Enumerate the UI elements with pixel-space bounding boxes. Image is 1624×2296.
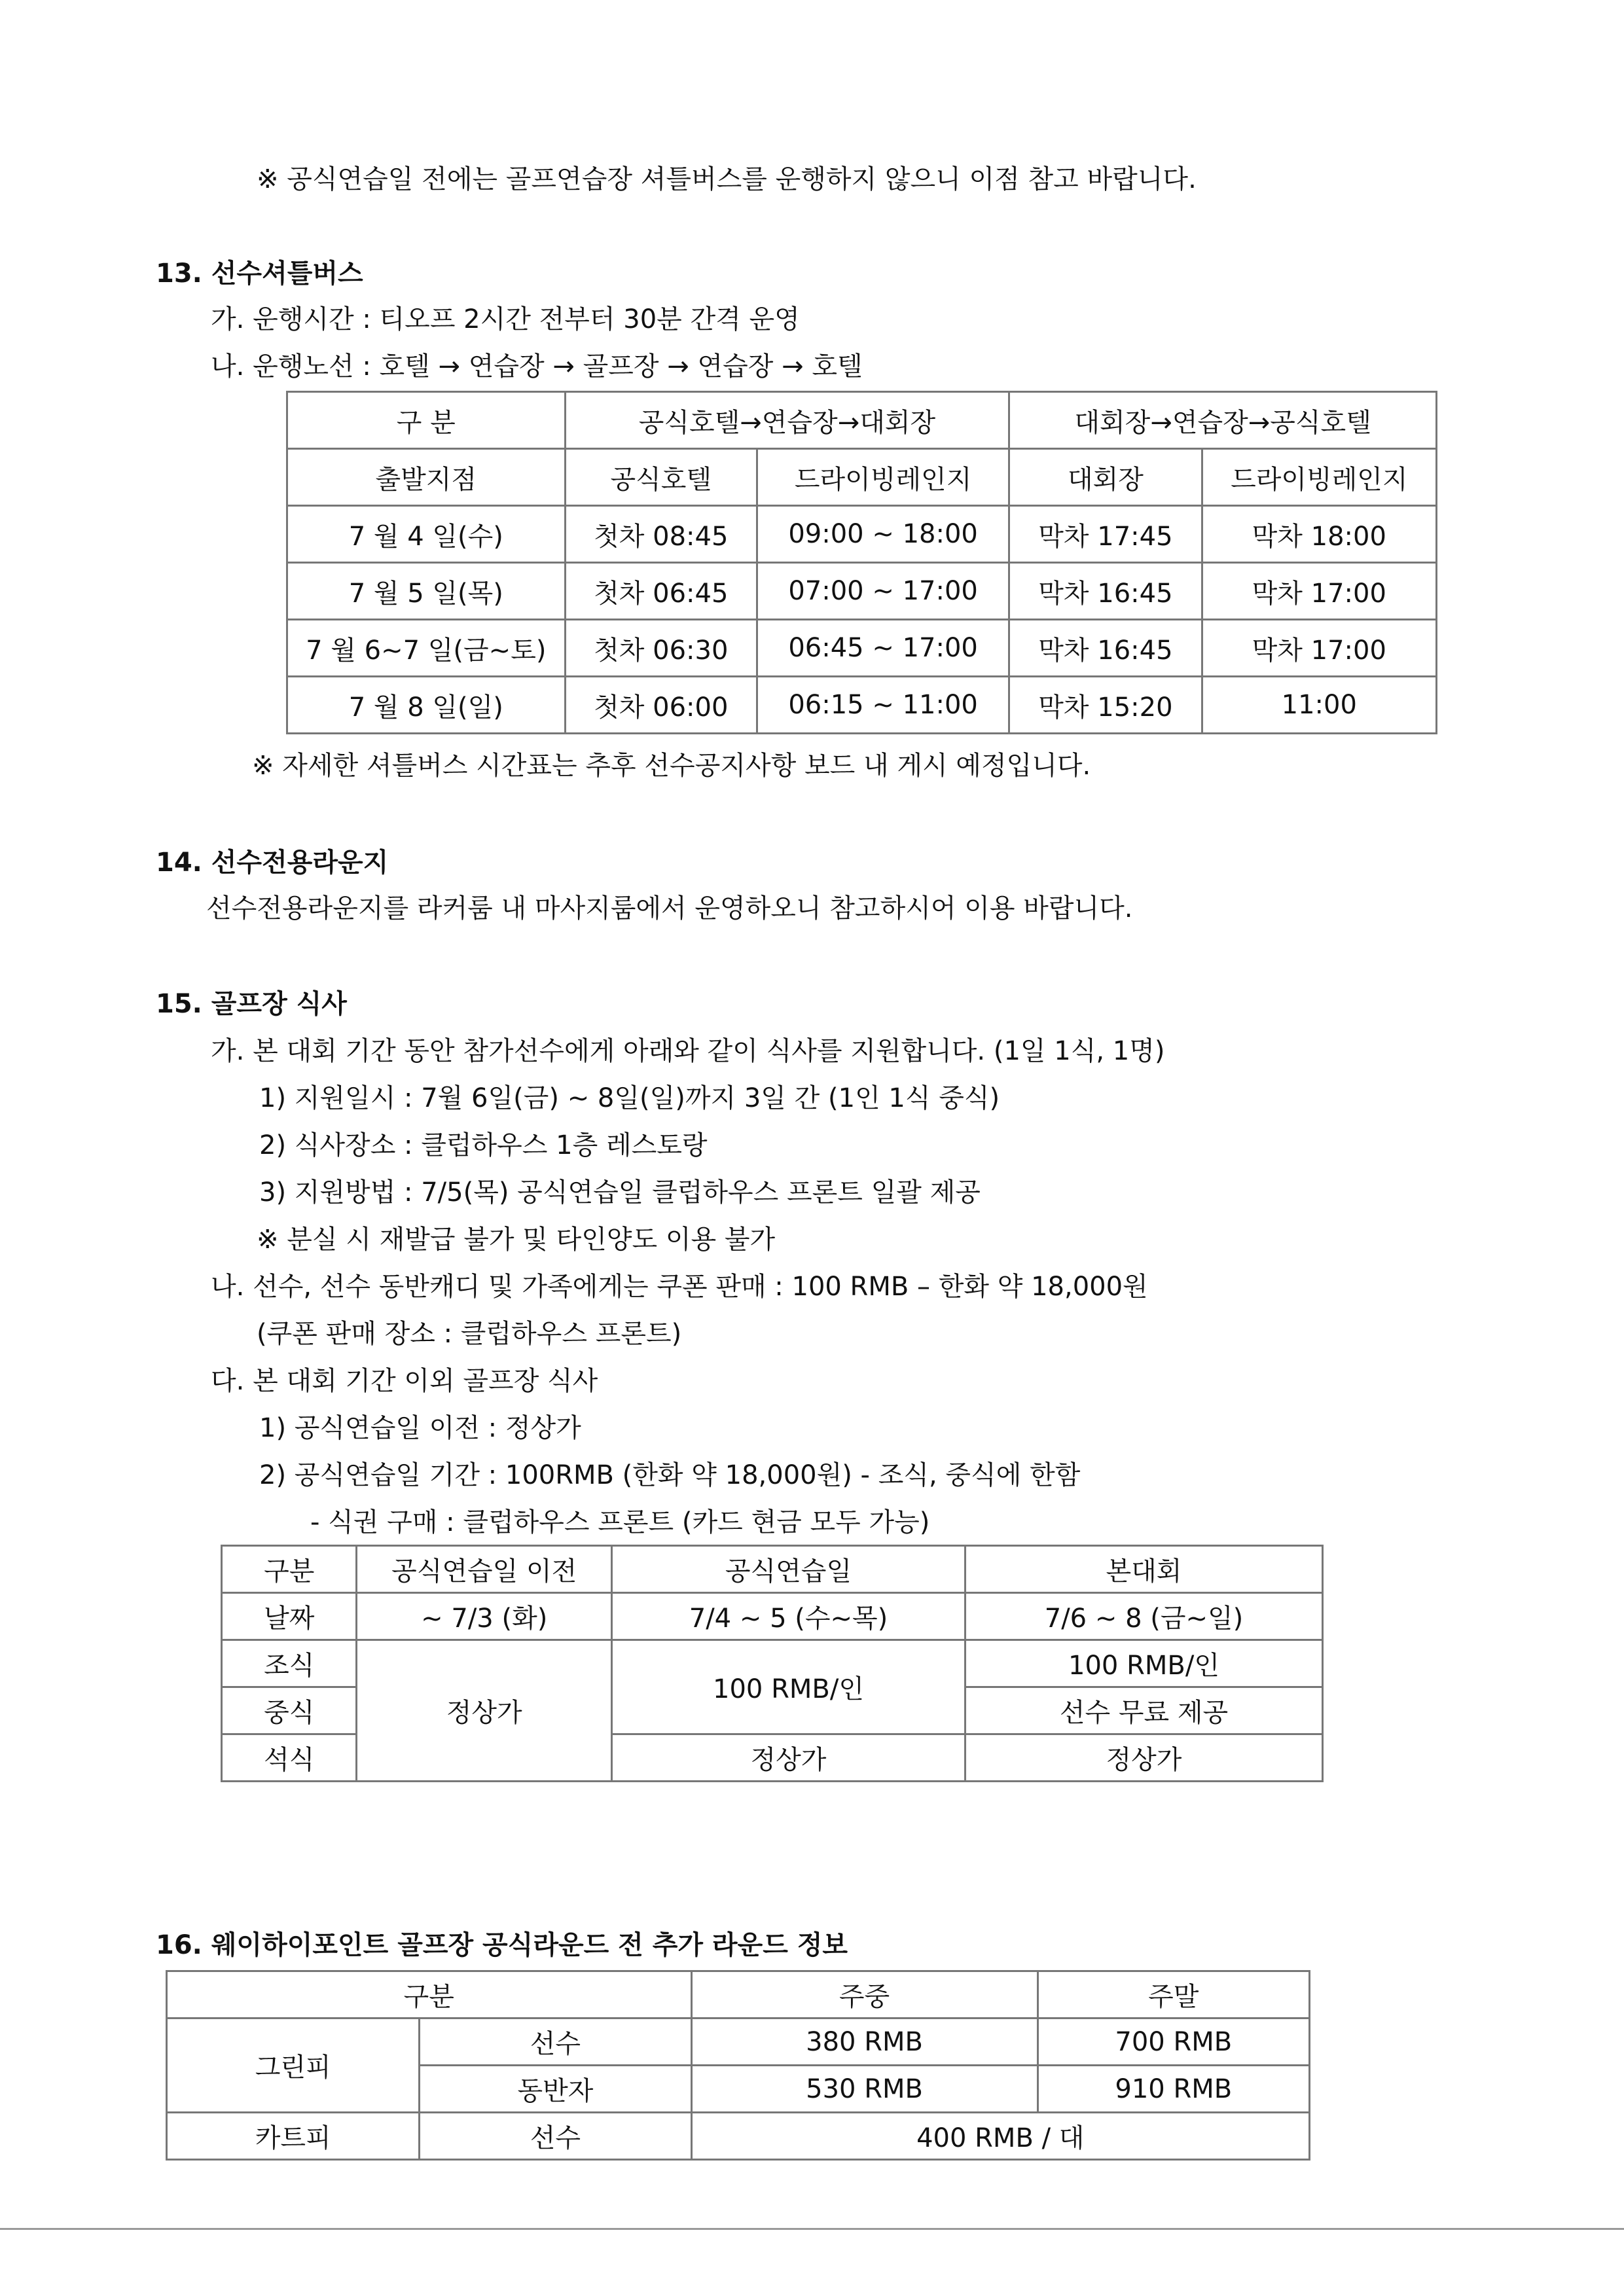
table-header: 주말 — [1038, 1971, 1309, 2018]
table-cell: 700 RMB — [1038, 2018, 1309, 2066]
other-meals-before: 1) 공식연습일 이전 : 정상가 — [259, 1413, 581, 1443]
table-cell: 7 월 8 일(일) — [287, 677, 566, 734]
coupon-sale-info: 나. 선수, 선수 동반캐디 및 가족에게는 쿠폰 판매 : 100 RMB – 한화 약 18,000원 — [211, 1272, 1148, 1302]
table-cell: 정상가 — [612, 1734, 965, 1782]
table-row — [167, 2018, 1310, 2066]
page-bottom-divider — [0, 2228, 1624, 2230]
table-row — [287, 677, 1437, 734]
shuttle-schedule-note: ※ 자세한 셔틀버스 시간표는 추후 선수공지사항 보드 내 게시 예정입니다. — [252, 751, 1091, 781]
table-row — [287, 506, 1437, 563]
section-16-heading: 16. 웨이하이포인트 골프장 공식라운드 전 추가 라운드 정보 — [156, 1930, 848, 1960]
table-header: 출발지점 — [287, 449, 566, 506]
meal-support-intro: 가. 본 대회 기간 동안 참가선수에게 아래와 같이 식사를 지원합니다. (1일 1식, 1명) — [211, 1036, 1165, 1066]
table-cell: 막차 17:45 — [1009, 506, 1202, 563]
table-header: 구 분 — [287, 392, 566, 449]
table-cell: 7/6 ~ 8 (금~일) — [965, 1593, 1323, 1640]
meal-support-date: 1) 지원일시 : 7월 6일(금) ~ 8일(일)까지 3일 간 (1인 1식 중식) — [259, 1083, 1000, 1113]
meal-support-note: ※ 분실 시 재발급 불가 및 타인양도 이용 불가 — [257, 1225, 776, 1255]
table-header: 주중 — [691, 1971, 1038, 2018]
table-cell: 400 RMB / 대 — [691, 2113, 1309, 2160]
table-row — [222, 1640, 1323, 1687]
table-cell: 380 RMB — [691, 2018, 1038, 2066]
table-header: 구분 — [167, 1971, 692, 2018]
table-cell: 정상가 — [357, 1640, 612, 1782]
table-cell: 막차 18:00 — [1202, 506, 1436, 563]
table-cell: 7 월 6~7 일(금~토) — [287, 620, 566, 677]
section-13-operating-hours: 가. 운행시간 : 티오프 2시간 전부터 30분 간격 운영 — [211, 304, 800, 334]
table-cell: 카트피 — [167, 2113, 420, 2160]
table-cell: 7 월 5 일(목) — [287, 563, 566, 620]
table-cell: 선수 — [420, 2113, 691, 2160]
table-row — [287, 449, 1437, 506]
table-cell: 첫차 08:45 — [565, 506, 757, 563]
table-cell: 첫차 06:30 — [565, 620, 757, 677]
table-row — [287, 563, 1437, 620]
table-cell: 첫차 06:00 — [565, 677, 757, 734]
table-cell: 선수 무료 제공 — [965, 1687, 1323, 1734]
table-header: 대회장→연습장→공식호텔 — [1009, 392, 1437, 449]
section-13-heading: 13. 선수셔틀버스 — [156, 259, 363, 289]
table-cell: 막차 16:45 — [1009, 620, 1202, 677]
table-row — [287, 392, 1437, 449]
table-cell: 막차 15:20 — [1009, 677, 1202, 734]
table-cell: 날짜 — [222, 1593, 357, 1640]
section-15-heading: 15. 골프장 식사 — [156, 989, 347, 1019]
table-row — [222, 1546, 1323, 1593]
extra-round-fee-table — [166, 1970, 1310, 2161]
table-cell: 100 RMB/인 — [965, 1640, 1323, 1687]
table-cell: 동반자 — [420, 2066, 691, 2113]
table-cell: 석식 — [222, 1734, 357, 1782]
table-cell: 06:15 ~ 11:00 — [757, 677, 1009, 734]
table-cell: 910 RMB — [1038, 2066, 1309, 2113]
meal-ticket-purchase: - 식권 구매 : 클럽하우스 프론트 (카드 현금 모두 가능) — [310, 1507, 930, 1537]
other-meals-practice: 2) 공식연습일 기간 : 100RMB (한화 약 18,000원) - 조식, 중식에 한함 — [259, 1460, 1081, 1490]
table-header: 공식호텔 — [565, 449, 757, 506]
table-cell: 그린피 — [167, 2018, 420, 2113]
table-header: 대회장 — [1009, 449, 1202, 506]
table-cell: 09:00 ~ 18:00 — [757, 506, 1009, 563]
shuttle-schedule-table — [286, 391, 1437, 734]
table-cell: 막차 17:00 — [1202, 620, 1436, 677]
table-row — [222, 1593, 1323, 1640]
table-cell: 06:45 ~ 17:00 — [757, 620, 1009, 677]
meal-price-table — [221, 1545, 1324, 1782]
table-cell: 07:00 ~ 17:00 — [757, 563, 1009, 620]
section-13-route: 나. 운행노선 : 호텔 → 연습장 → 골프장 → 연습장 → 호텔 — [211, 351, 863, 382]
section-14-body: 선수전용라운지를 라커룸 내 마사지룸에서 운영하오니 참고하시어 이용 바랍니다. — [206, 893, 1133, 924]
table-header: 드라이빙레인지 — [757, 449, 1009, 506]
shuttle-notice: ※ 공식연습일 전에는 골프연습장 셔틀버스를 운행하지 않으니 이점 참고 바랍니다. — [257, 164, 1197, 194]
table-cell: 11:00 — [1202, 677, 1436, 734]
table-cell: 중식 — [222, 1687, 357, 1734]
table-cell: 정상가 — [965, 1734, 1323, 1782]
table-cell: 조식 — [222, 1640, 357, 1687]
table-header: 공식호텔→연습장→대회장 — [565, 392, 1009, 449]
table-cell: 막차 16:45 — [1009, 563, 1202, 620]
table-cell: 7/4 ~ 5 (수~목) — [612, 1593, 965, 1640]
table-cell: 첫차 06:45 — [565, 563, 757, 620]
table-cell: 7 월 4 일(수) — [287, 506, 566, 563]
table-row — [287, 620, 1437, 677]
table-row — [167, 1971, 1310, 2018]
meal-support-place: 2) 식사장소 : 클럽하우스 1층 레스토랑 — [259, 1130, 708, 1160]
table-header: 본대회 — [965, 1546, 1323, 1593]
coupon-sale-place: (쿠폰 판매 장소 : 클럽하우스 프론트) — [257, 1319, 682, 1349]
table-row — [167, 2113, 1310, 2160]
meal-support-method: 3) 지원방법 : 7/5(목) 공식연습일 클럽하우스 프론트 일괄 제공 — [259, 1177, 981, 1208]
table-cell: 100 RMB/인 — [612, 1640, 965, 1734]
table-header: 공식연습일 이전 — [357, 1546, 612, 1593]
table-cell: 530 RMB — [691, 2066, 1038, 2113]
table-header: 드라이빙레인지 — [1202, 449, 1436, 506]
table-cell: 선수 — [420, 2018, 691, 2066]
section-14-heading: 14. 선수전용라운지 — [156, 848, 389, 878]
other-meals-heading: 다. 본 대회 기간 이외 골프장 식사 — [211, 1366, 598, 1396]
table-cell: ~ 7/3 (화) — [357, 1593, 612, 1640]
table-header: 공식연습일 — [612, 1546, 965, 1593]
table-cell: 막차 17:00 — [1202, 563, 1436, 620]
table-header: 구분 — [222, 1546, 357, 1593]
